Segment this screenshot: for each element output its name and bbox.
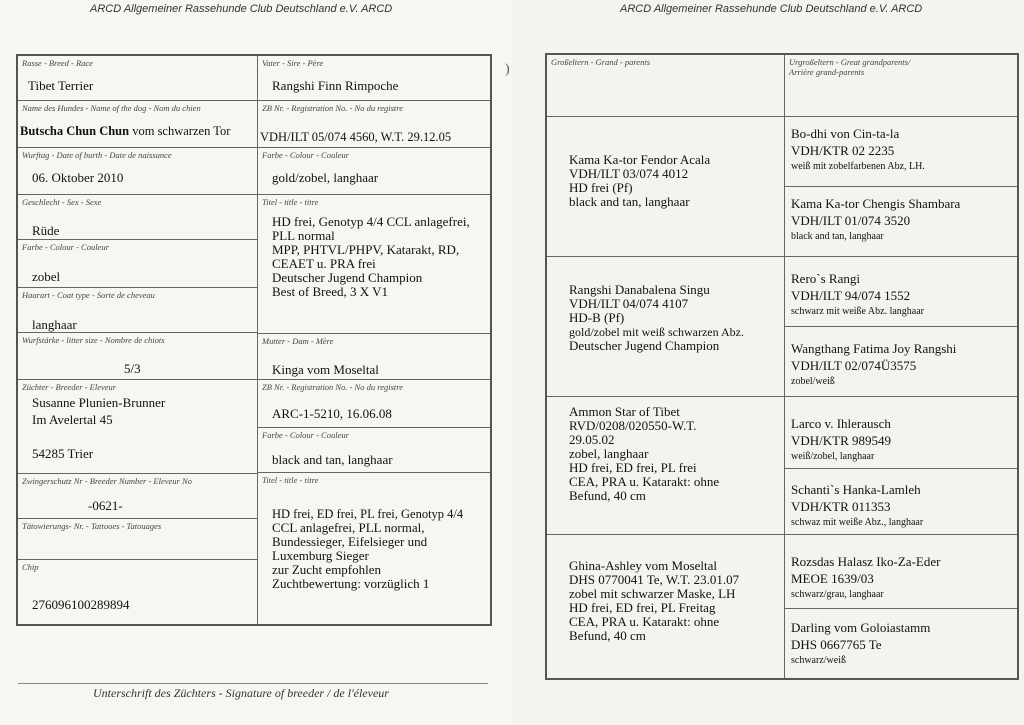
great-grandparent-reg: VDH/KTR 989549 — [791, 433, 892, 448]
great-grandparents-label-1: Urgroßeltern - Great grandparents/ — [789, 57, 911, 67]
tattoo-cell — [18, 519, 258, 560]
grandparent-line: Ghina-Ashley vom Moseltal — [569, 558, 718, 573]
grandparent-line: zobel mit schwarzer Maske, LH — [569, 586, 736, 601]
great-grandparent-cell — [785, 257, 1017, 327]
sire-title-line: PLL normal — [272, 228, 335, 243]
sire-title-line: CEAET u. PRA frei — [272, 256, 376, 271]
sire-title-line: Best of Breed, 3 X V1 — [272, 284, 389, 299]
right-page — [512, 0, 1024, 725]
sex-cell — [18, 195, 258, 240]
dam-title-line: CCL anlagefrei, PLL normal, — [272, 520, 425, 535]
sire-reg-label: ZB Nr. - Registration No. - No du registre — [262, 103, 404, 113]
dog-name-bold: Butscha Chun Chun — [20, 124, 130, 138]
litter-label: Wurfstärke - litter size - Nombre de chiots — [22, 335, 165, 345]
dam-label: Mutter - Dam - Mère — [262, 336, 334, 346]
grandparent-line: zobel, langhaar — [569, 446, 649, 461]
breeder-street: Im Avelertal 45 — [32, 412, 113, 427]
dam-cell — [258, 334, 490, 380]
sire-cell — [258, 56, 490, 101]
chip-value: 276096100289894 — [32, 597, 130, 612]
dob-value: 06. Oktober 2010 — [32, 170, 124, 185]
sex-value: Rüde — [32, 223, 60, 238]
great-grandparent-reg: VDH/KTR 02 2235 — [791, 143, 895, 158]
dam-color-label: Farbe - Colour - Couleur — [262, 430, 349, 440]
pedigree-table — [545, 53, 1019, 680]
dam-name: Kinga vom Moseltal — [272, 362, 379, 377]
chip-cell — [18, 560, 258, 624]
breed-cell — [18, 56, 258, 101]
great-grandparent-name: Wangthang Fatima Joy Rangshi — [791, 341, 957, 356]
dob-label: Wurftag - Date of burth - Date de naissance — [22, 150, 172, 160]
kennel-value: -0621- — [88, 498, 123, 513]
great-grandparent-reg: MEOE 1639/03 — [791, 571, 874, 586]
color-label: Farbe - Colour - Couleur — [22, 242, 109, 252]
breed-value: Tibet Terrier — [28, 78, 94, 93]
kennel-label: Zwingerschutz Nr - Breeder Number - Eleveur No — [22, 476, 192, 486]
dog-info-table — [16, 54, 492, 626]
sire-titles-label: Titel - title - titre — [262, 197, 319, 207]
grandparent-line: Deutscher Jugend Champion — [569, 338, 720, 353]
grandparent-line: Ammon Star of Tibet — [569, 404, 680, 419]
dam-titles-list — [272, 507, 463, 591]
dam-color-cell — [258, 428, 490, 473]
grandparent-text — [569, 283, 744, 353]
header-right: ARCD Allgemeiner Rassehunde Club Deutschland e.V. ARCD — [620, 3, 923, 15]
breeder-city: 54285 Trier — [32, 446, 94, 461]
sire-reg-cell — [258, 101, 490, 148]
grandparent-text — [569, 405, 719, 503]
great-grandparent-name: Rero`s Rangi — [791, 271, 860, 286]
great-grandparent-name: Kama Ka-tor Chengis Shambara — [791, 196, 961, 211]
breeder-name: Susanne Plunien-Brunner — [32, 395, 166, 410]
grandparent-line: VDH/ILT 04/074 4107 — [569, 296, 689, 311]
dam-reg-cell — [258, 380, 490, 428]
dam-reg-value: ARC-1-5210, 16.06.08 — [272, 406, 392, 421]
sire-titles-cell — [258, 195, 490, 334]
kennel-cell — [18, 474, 258, 519]
great-grandparent-reg: VDH/ILT 02/074Ü3575 — [791, 358, 917, 373]
grandparent-line: Rangshi Danabalena Singu — [569, 282, 710, 297]
sire-color-value: gold/zobel, langhaar — [272, 170, 379, 185]
grandparent-line: HD-B (Pf) — [569, 310, 625, 325]
grandparent-line: HD frei (Pf) — [569, 180, 633, 195]
sire-color-label: Farbe - Colour - Couleur — [262, 150, 349, 160]
great-grandparent-cell — [785, 397, 1017, 469]
sire-label: Vater - Sire - Père — [262, 58, 324, 68]
great-grandparent-cell — [785, 469, 1017, 535]
grandparent-cell — [547, 535, 785, 678]
great-grandparent-cell — [785, 609, 1017, 678]
great-grandparent-desc: schwarz/grau, langhaar — [791, 589, 884, 600]
sex-label: Geschlecht - Sex - Sexe — [22, 197, 102, 207]
dam-title-line: Bundessieger, Eifelsieger und — [272, 534, 428, 549]
page-mark: ) — [505, 62, 510, 77]
dam-title-line: Luxemburg Sieger — [272, 548, 369, 563]
dam-titles-cell — [258, 473, 490, 624]
grandparent-line: CEA, PRA u. Katarakt: ohne — [569, 614, 720, 629]
great-grandparent-name: Schanti`s Hanka-Lamleh — [791, 482, 921, 497]
great-grandparent-desc: zobel/weiß — [791, 376, 835, 387]
dam-title-line: Zuchtbewertung: vorzüglich 1 — [272, 576, 430, 591]
chip-label: Chip — [22, 562, 39, 572]
great-grandparent-reg: VDH/ILT 01/074 3520 — [791, 213, 911, 228]
great-grandparent-desc: weiß mit zobelfarbenen Abz, LH. — [791, 161, 925, 172]
litter-value: 5/3 — [124, 361, 141, 376]
dog-name-value — [20, 124, 230, 138]
dam-title-line: zur Zucht empfohlen — [272, 562, 382, 577]
dob-cell — [18, 148, 258, 195]
color-cell — [18, 240, 258, 288]
sire-title-line: HD frei, Genotyp 4/4 CCL anlagefrei, — [272, 214, 470, 229]
dog-name-cell — [18, 101, 258, 148]
dog-name-rest: vom schwarzen Tor — [129, 124, 231, 138]
grandparents-label: Großeltern - Grand - parents — [551, 57, 650, 67]
great-grandparent-cell — [785, 117, 1017, 187]
great-grandparent-name: Rozsdas Halasz Iko-Za-Eder — [791, 554, 941, 569]
sire-reg-value: VDH/ILT 05/074 4560, W.T. 29.12.05 — [260, 130, 452, 144]
grandparent-line: HD frei, ED frei, PL Freitag — [569, 600, 716, 615]
great-grandparent-desc: weiß/zobel, langhaar — [791, 451, 875, 462]
great-grandparent-name: Larco v. Ihlerausch — [791, 416, 891, 431]
dam-color-value: black and tan, langhaar — [272, 452, 393, 467]
breed-label: Rasse - Breed - Race — [22, 58, 93, 68]
grandparent-line: Befund, 40 cm — [569, 488, 646, 503]
sire-color-cell — [258, 148, 490, 195]
grandparent-cell — [547, 117, 785, 257]
sire-titles-list — [272, 215, 470, 299]
great-grandparent-name: Darling vom Goloiastamm — [791, 620, 931, 635]
litter-cell — [18, 333, 258, 380]
grandparent-line: black and tan, langhaar — [569, 194, 690, 209]
grandparent-line: CEA, PRA u. Katarakt: ohne — [569, 474, 720, 489]
great-grandparent-cell — [785, 187, 1017, 257]
dam-reg-label: ZB Nr. - Registration No. - No du registre — [262, 382, 404, 392]
tattoo-label: Tätowierungs- Nr. - Tattooes - Tatouages — [22, 521, 162, 531]
grandparent-line: VDH/ILT 03/074 4012 — [569, 166, 689, 181]
great-grandparent-desc: schwaz mit weiße Abz., langhaar — [791, 517, 924, 528]
dam-titles-label: Titel - title - titre — [262, 475, 319, 485]
great-grandparent-reg: DHS 0667765 Te — [791, 637, 882, 652]
breeder-cell — [18, 380, 258, 474]
grandparent-line: Kama Ka-tor Fendor Acala — [569, 152, 711, 167]
great-grandparent-name: Bo-dhi von Cin-ta-la — [791, 126, 900, 141]
great-grandparent-reg: VDH/KTR 011353 — [791, 499, 891, 514]
great-grandparents-label-2: Arrière grand-parents — [789, 67, 865, 77]
great-grandparent-desc: schwarz/weiß — [791, 655, 846, 666]
signature-line — [18, 683, 488, 684]
grandparents-header — [547, 55, 785, 117]
grandparent-cell — [547, 257, 785, 397]
coat-value: langhaar — [32, 317, 77, 332]
coat-cell — [18, 288, 258, 333]
grandparent-text — [569, 153, 710, 209]
great-grandparent-cell — [785, 327, 1017, 397]
signature-label: Unterschrift des Züchters - Signature of breeder / de l'éleveur — [93, 686, 389, 700]
coat-label: Haarart - Coat type - Sorte de cheveau — [22, 290, 155, 300]
breeder-label: Züchter - Breeder - Eleveur — [22, 382, 117, 392]
sire-title-line: Deutscher Jugend Champion — [272, 270, 423, 285]
grandparent-text — [569, 559, 739, 643]
color-value: zobel — [32, 269, 61, 284]
grandparent-cell — [547, 397, 785, 535]
dam-title-line: HD frei, ED frei, PL frei, Genotyp 4/4 — [272, 507, 464, 521]
header-left: ARCD Allgemeiner Rassehunde Club Deutschland e.V. ARCD — [90, 3, 393, 15]
grandparent-line: DHS 0770041 Te, W.T. 23.01.07 — [569, 572, 740, 587]
great-grandparent-cell — [785, 535, 1017, 609]
grandparent-line: HD frei, ED frei, PL frei — [569, 460, 697, 475]
dog-name-label: Name des Hundes - Name of the dog - Nom du chien — [22, 103, 201, 113]
great-grandparents-header — [785, 55, 1017, 117]
sire-title-line: MPP, PHTVL/PHPV, Katarakt, RD, — [272, 242, 460, 257]
great-grandparent-reg: VDH/ILT 94/074 1552 — [791, 288, 911, 303]
grandparent-line: RVD/0208/020550-W.T. — [569, 418, 697, 433]
great-grandparent-desc: schwarz mit weiße Abz. langhaar — [791, 306, 925, 317]
grandparent-line: gold/zobel mit weiß schwarzen Abz. — [569, 325, 744, 339]
grandparent-line: Befund, 40 cm — [569, 628, 646, 643]
great-grandparent-desc: black and tan, langhaar — [791, 231, 884, 242]
sire-name: Rangshi Finn Rimpoche — [272, 78, 399, 93]
grandparent-line: 29.05.02 — [569, 432, 615, 447]
